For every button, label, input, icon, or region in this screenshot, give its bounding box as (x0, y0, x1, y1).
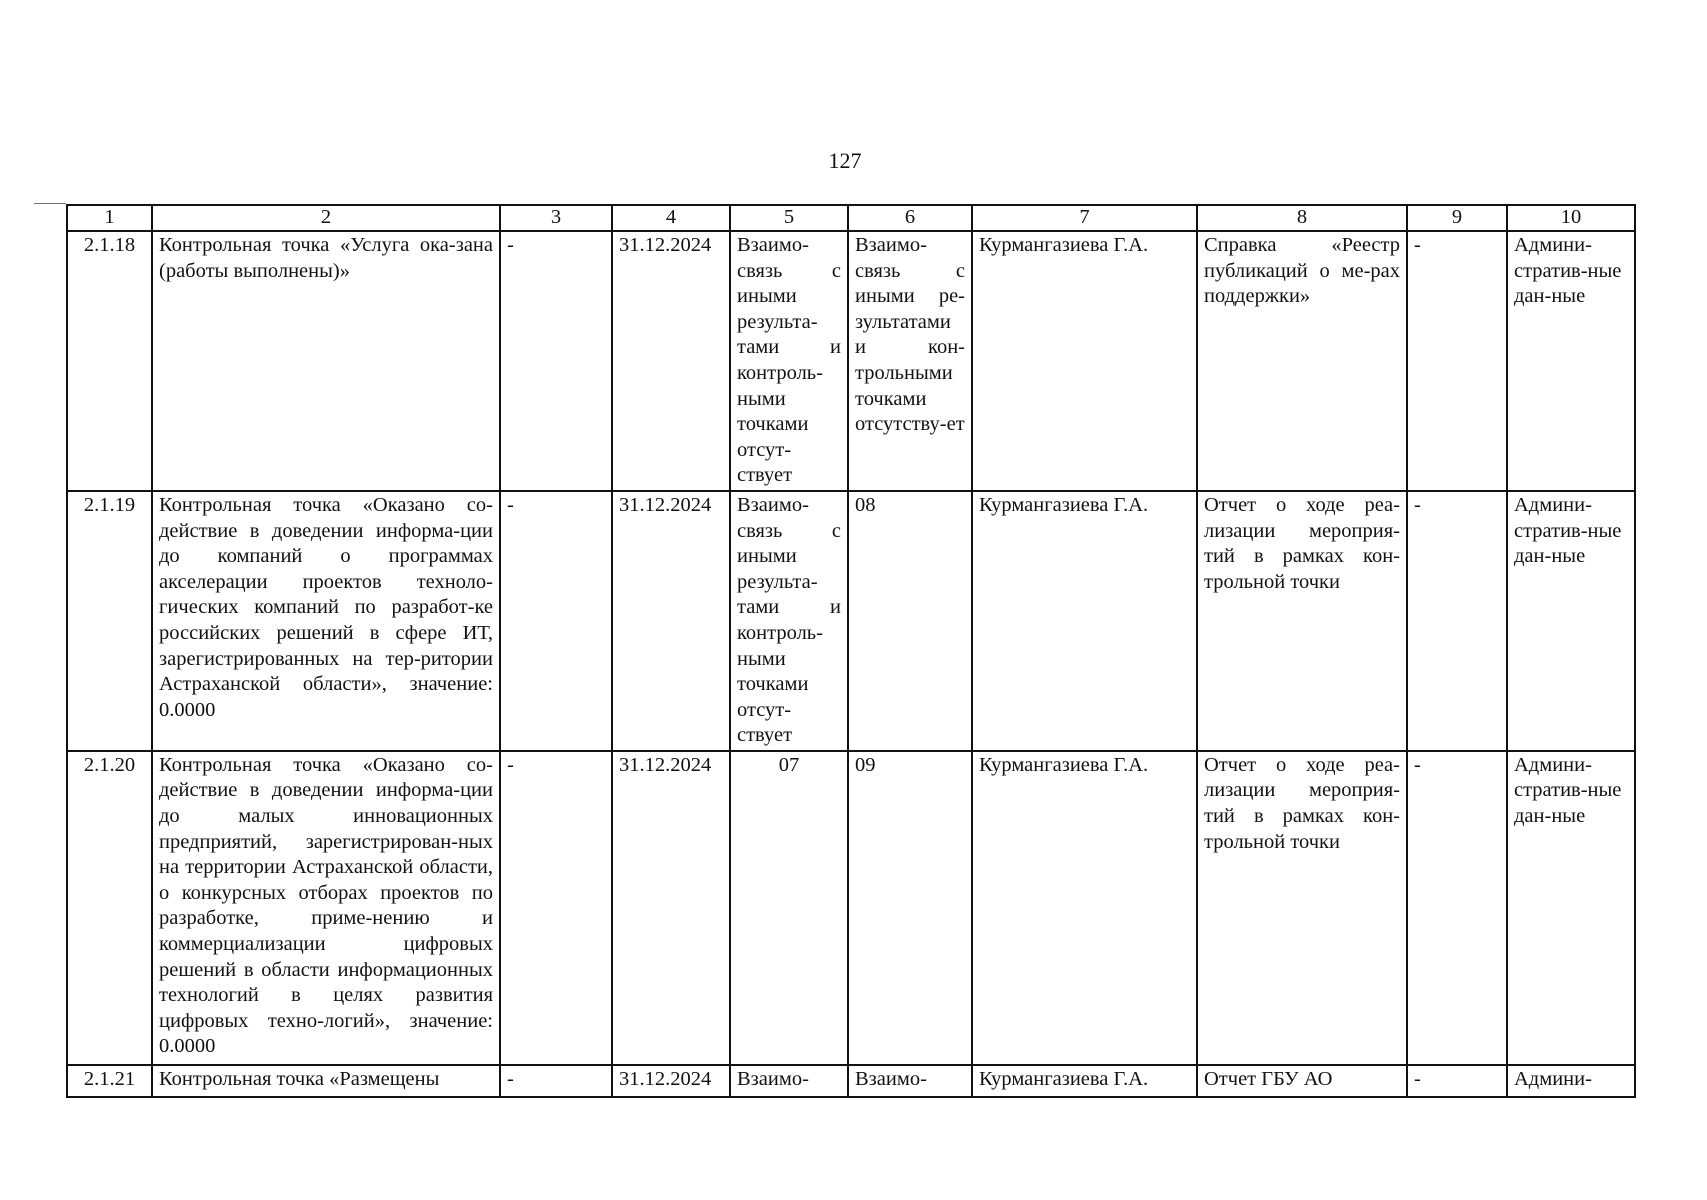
linkage-predecessor: Взаимо- (730, 1065, 848, 1097)
column-header: 5 (730, 205, 848, 231)
column-3-value: - (500, 491, 612, 751)
confirming-document: Отчет о ходе реа-лизации мероприя-тий в рамках кон-трольной точки (1197, 491, 1407, 751)
column-9-value: - (1407, 751, 1507, 1065)
linkage-successor: Взаимо-связь с иными ре-зультатами и кон-трольными точками отсутству-ет (848, 231, 972, 491)
data-source: Админи-стратив-ные дан-ные (1507, 751, 1635, 1065)
row-number: 2.1.19 (67, 491, 152, 751)
deadline-date: 31.12.2024 (612, 491, 730, 751)
column-header: 3 (500, 205, 612, 231)
table-row (67, 231, 1635, 491)
row-number: 2.1.18 (67, 231, 152, 491)
column-3-value: - (500, 751, 612, 1065)
linkage-successor: 09 (848, 751, 972, 1065)
column-header: 4 (612, 205, 730, 231)
column-3-value: - (500, 1065, 612, 1097)
linkage-predecessor: 07 (730, 751, 848, 1065)
data-source: Админи-стратив-ные дан-ные (1507, 231, 1635, 491)
confirming-document: Отчет о ходе реа-лизации мероприя-тий в рамках кон-трольной точки (1197, 751, 1407, 1065)
table-row (67, 751, 1635, 1065)
column-header: 10 (1507, 205, 1635, 231)
column-header: 8 (1197, 205, 1407, 231)
deadline-date: 31.12.2024 (612, 751, 730, 1065)
deadline-date: 31.12.2024 (612, 231, 730, 491)
column-header: 2 (152, 205, 500, 231)
control-point-name: Контрольная точка «Услуга ока-зана (работы выполнены)» (152, 231, 500, 491)
column-9-value: - (1407, 491, 1507, 751)
control-points-table (66, 204, 1636, 1098)
control-point-name: Контрольная точка «Размещены (152, 1065, 500, 1097)
confirming-document: Справка «Реестр публикаций о ме-рах поддержки» (1197, 231, 1407, 491)
responsible-person: Курмангазиева Г.А. (972, 491, 1197, 751)
responsible-person: Курмангазиева Г.А. (972, 1065, 1197, 1097)
deadline-date: 31.12.2024 (612, 1065, 730, 1097)
table-row (67, 1065, 1635, 1097)
column-header: 9 (1407, 205, 1507, 231)
linkage-successor: 08 (848, 491, 972, 751)
row-number: 2.1.21 (67, 1065, 152, 1097)
confirming-document: Отчет ГБУ АО (1197, 1065, 1407, 1097)
column-header: 7 (972, 205, 1197, 231)
page-number: 127 (828, 148, 862, 173)
table-row (67, 491, 1635, 751)
column-3-value: - (500, 231, 612, 491)
linkage-predecessor: Взаимо-связь с иными результа-тами и контроль-ными точками отсут-ствует (730, 231, 848, 491)
control-point-name: Контрольная точка «Оказано со-действие в доведении информа-ции до компаний о программах акселерации проектов техноло-гических компаний по разработ-ке российских решений в сфере ИТ, зарегистрированных на тер-ритории Астраханской области», значение: 0.0000 (152, 491, 500, 751)
scan-artifact-line (34, 203, 66, 204)
table-header-row (67, 205, 1635, 231)
data-source: Админи- (1507, 1065, 1635, 1097)
linkage-predecessor: Взаимо-связь с иными результа-тами и контроль-ными точками отсут-ствует (730, 491, 848, 751)
row-number: 2.1.20 (67, 751, 152, 1065)
responsible-person: Курмангазиева Г.А. (972, 751, 1197, 1065)
column-header: 6 (848, 205, 972, 231)
column-9-value: - (1407, 1065, 1507, 1097)
control-point-name: Контрольная точка «Оказано со-действие в доведении информа-ции до малых инновационных предприятий, зарегистрирован-ных на территории Астраханской области, о конкурсных отборах проектов по разработке, приме-нению и коммерциализации цифровых решений в области информационных технологий в целях развития цифровых техно-логий», значение: 0.0000 (152, 751, 500, 1065)
data-source: Админи-стратив-ные дан-ные (1507, 491, 1635, 751)
column-9-value: - (1407, 231, 1507, 491)
column-header: 1 (67, 205, 152, 231)
linkage-successor: Взаимо- (848, 1065, 972, 1097)
responsible-person: Курмангазиева Г.А. (972, 231, 1197, 491)
